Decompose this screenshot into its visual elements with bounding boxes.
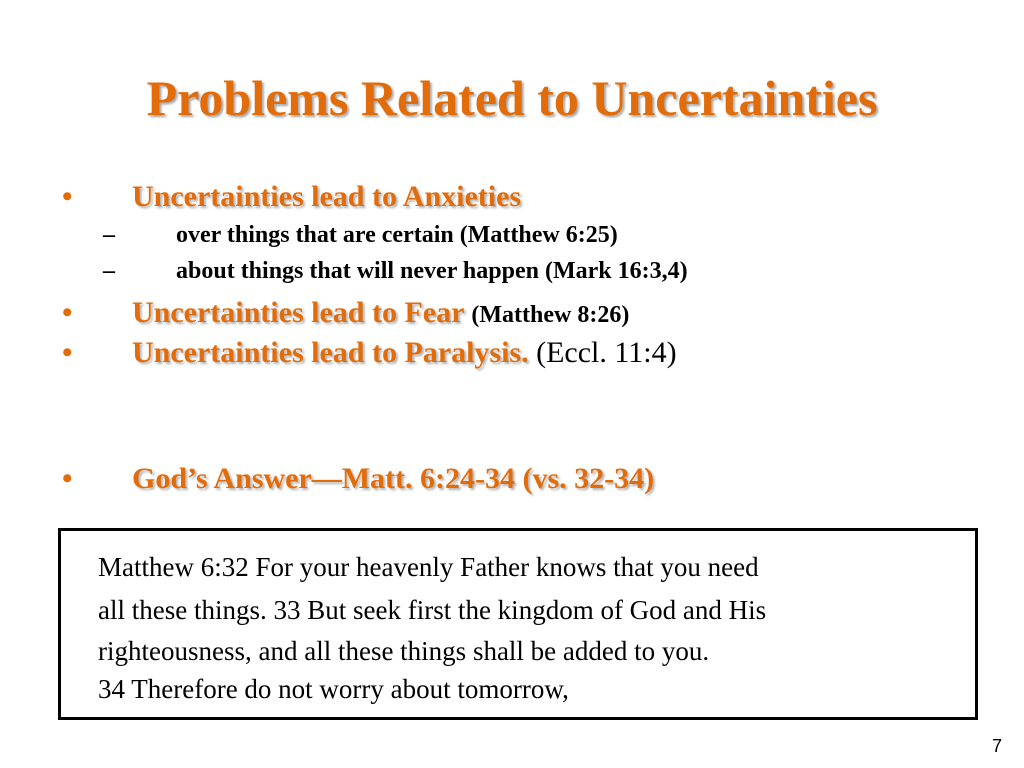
bullet-text: God’s Answer—Matt. 6:24-34 (vs. 32-34) — [132, 462, 655, 495]
dash-marker: – — [103, 222, 115, 248]
subitem-never-happen — [0, 258, 1024, 290]
bullet-text — [132, 296, 629, 330]
bullet-anxieties — [0, 180, 1024, 220]
bullet-marker: • — [62, 180, 73, 213]
quote-line: 34 Therefore do not worry about tomorrow, — [98, 674, 569, 704]
bullet-fear — [0, 296, 1024, 336]
subitem-certain — [0, 222, 1024, 254]
scripture-quote-box — [58, 528, 978, 720]
bullet-gods-answer — [0, 462, 1024, 502]
bullet-main-text: Uncertainties lead to Paralysis. — [132, 336, 529, 369]
scripture-reference: (Eccl. 11:4) — [536, 336, 677, 369]
subitem-text: over things that are certain (Matthew 6:25) — [176, 222, 618, 248]
page-number: 7 — [991, 736, 1002, 756]
bullet-marker: • — [62, 296, 73, 329]
quote-line: Matthew 6:32 For your heavenly Father knows that you need — [98, 552, 759, 582]
dash-marker: – — [103, 258, 115, 284]
bullet-text: Uncertainties lead to Anxieties — [132, 180, 522, 213]
quote-line: righteousness, and all these things shall be added to you. — [98, 636, 710, 666]
bullet-marker: • — [62, 336, 73, 369]
bullet-paralysis — [0, 336, 1024, 376]
bullet-marker: • — [62, 462, 73, 495]
slide-title: Problems Related to Uncertainties — [146, 70, 878, 126]
quote-line: all these things. 33 But seek first the kingdom of God and His — [98, 595, 767, 625]
bullet-main-text: Uncertainties lead to Fear — [132, 296, 464, 329]
subitem-text: about things that will never happen (Mark 16:3,4) — [176, 258, 688, 284]
scripture-reference: (Matthew 8:26) — [471, 302, 630, 328]
bullet-text — [132, 336, 677, 370]
